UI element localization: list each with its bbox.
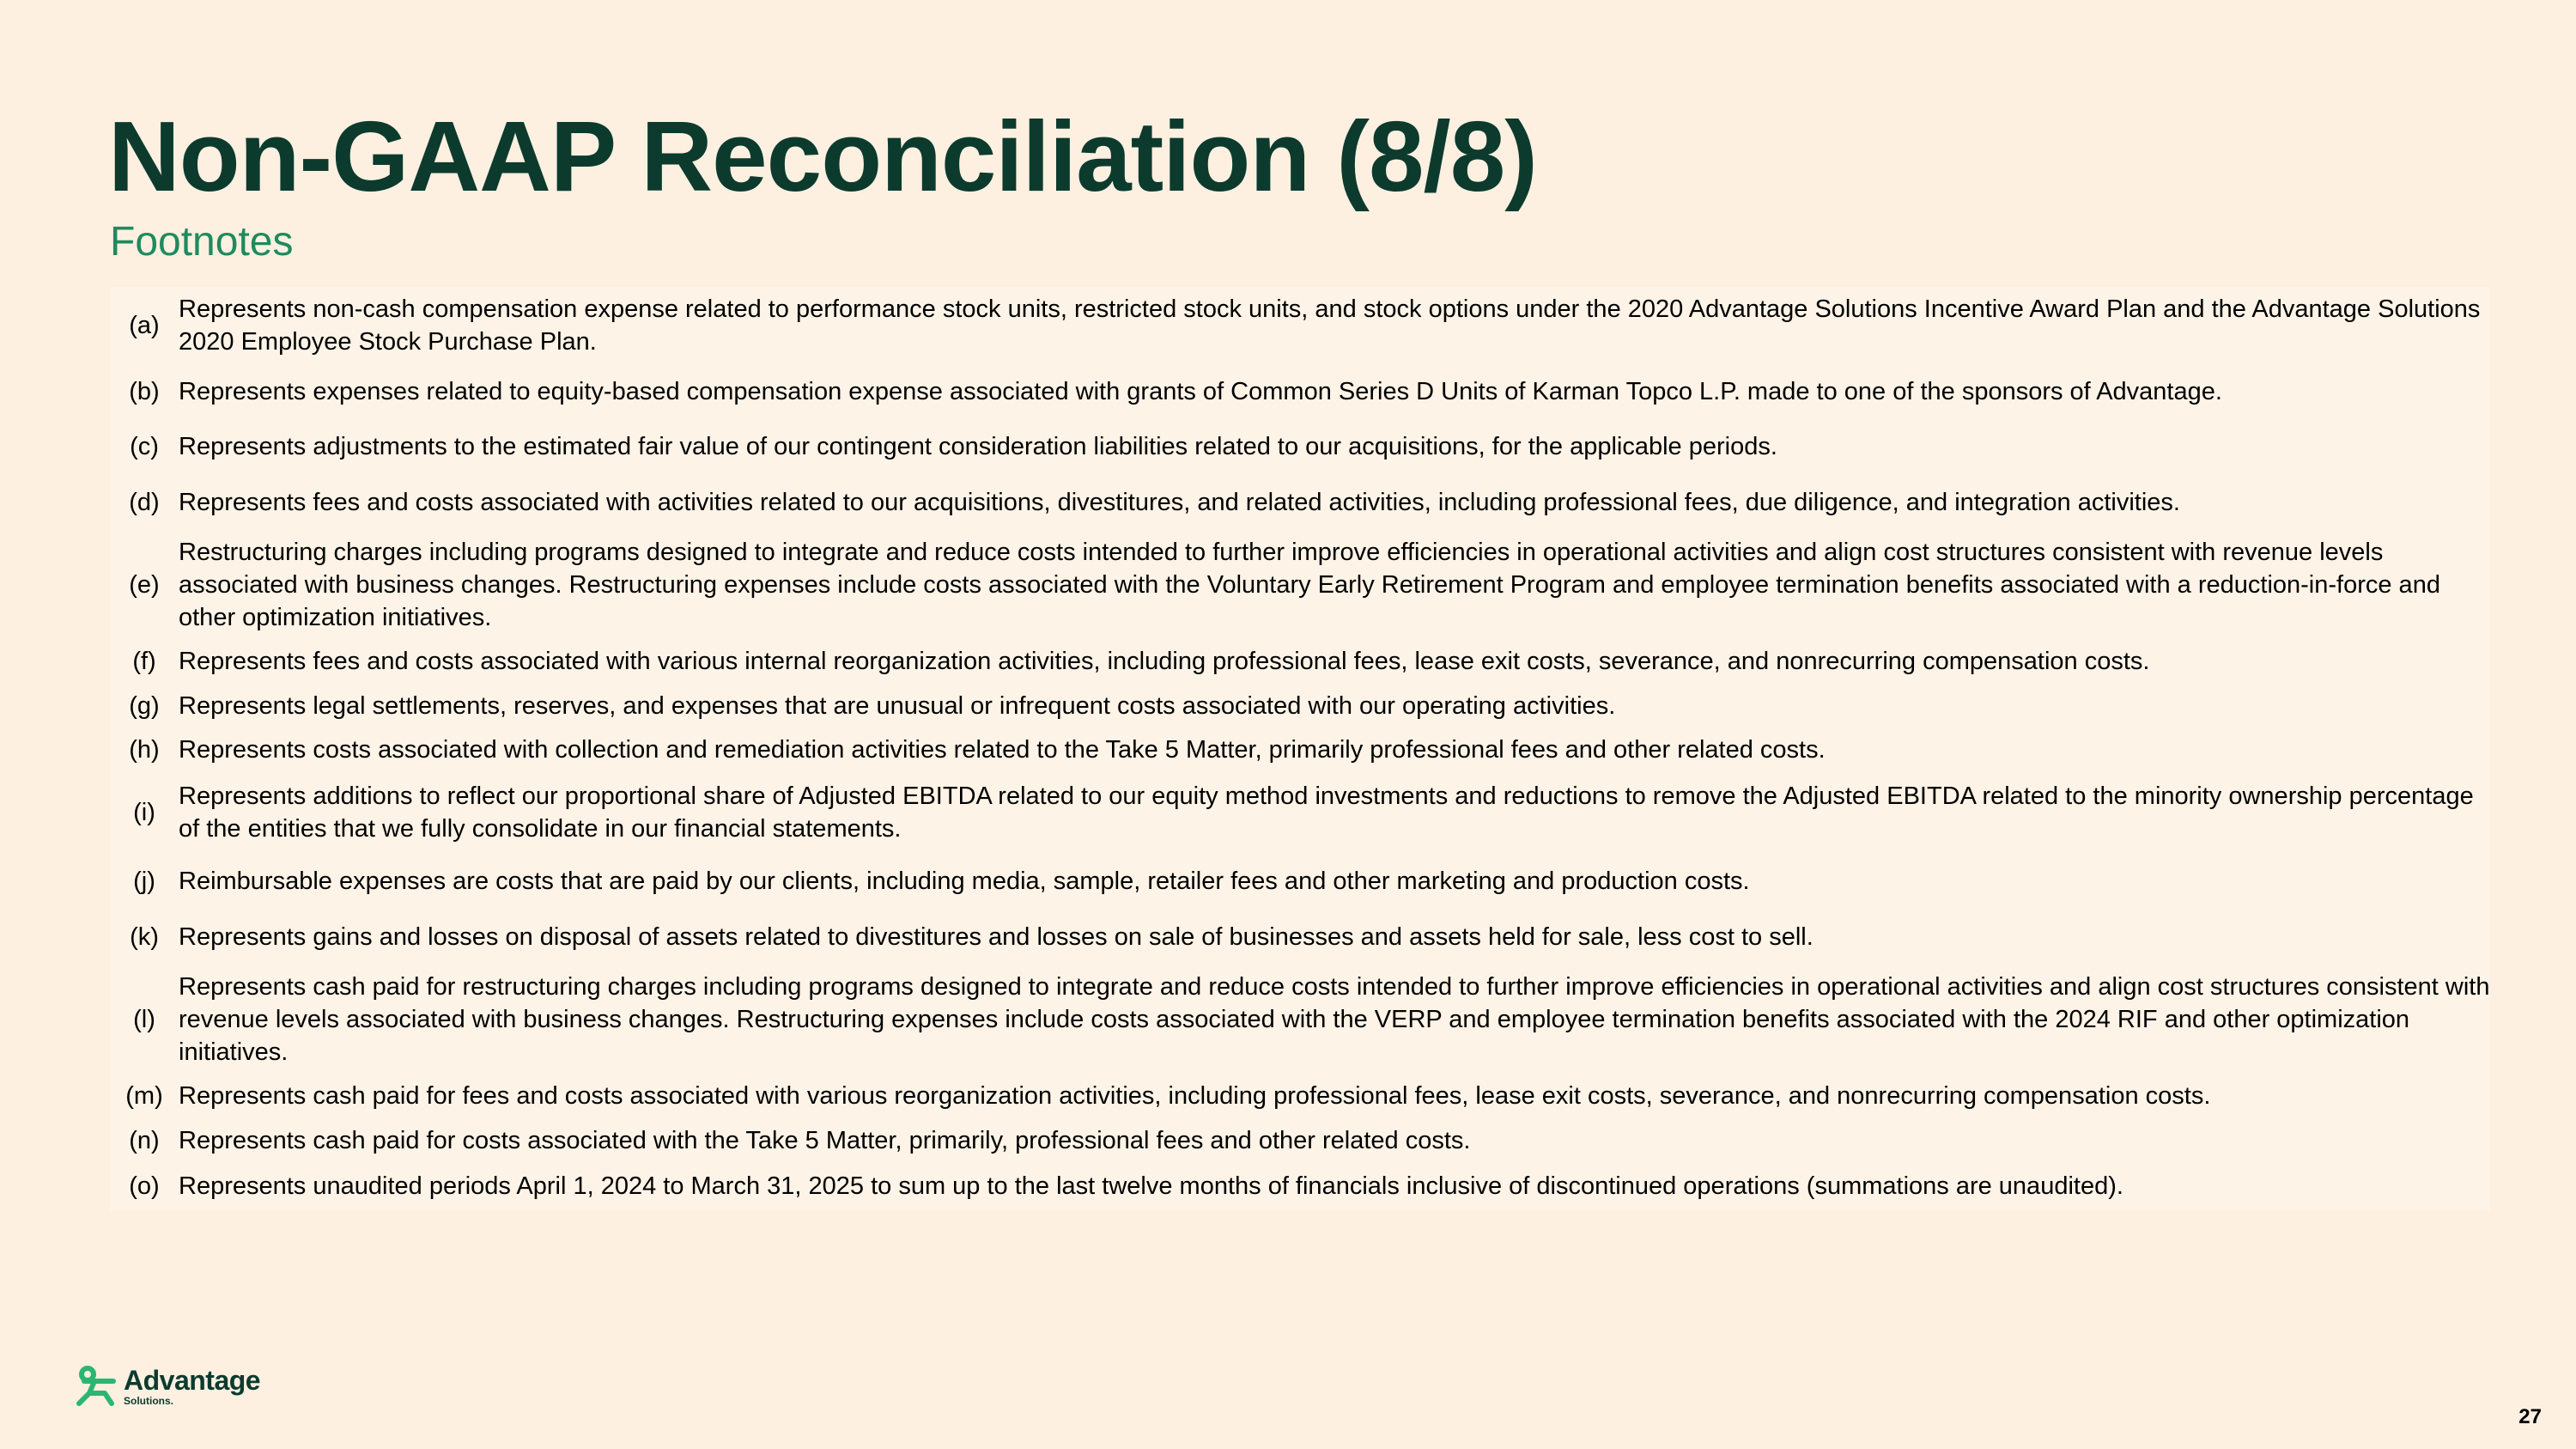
footnote-label: (h) [129, 735, 160, 764]
logo-name: Advantage [124, 1365, 261, 1396]
footnote-label: (o) [129, 1172, 160, 1200]
logo-wordmark [124, 1367, 260, 1406]
footnote-item [110, 854, 2490, 909]
footnote-text: Represents costs associated with collection and remediation activities related to the Take 5 Matter, primarily professional fees and other related costs. [179, 735, 1826, 764]
footnote-text: Represents cash paid for restructuring charges including programs designed to integrate and reduce costs intended to further improve efficiencies in operational activities and align cost structures consistent with revenue levels associated with business changes. Restructuring expenses include costs associated with the VERP and employee termination benefits associated with the 2024 RIF and other optimization initiatives. [179, 973, 2490, 1066]
footnote-item [110, 909, 2490, 965]
footnotes-list [110, 287, 2490, 1210]
page-number: 27 [2518, 1405, 2542, 1428]
page-subtitle: Footnotes [110, 219, 294, 265]
footnote-item [110, 771, 2490, 854]
footnote-text: Represents fees and costs associated with activities related to our acquisitions, divestitures, and related activities, including professional fees, due diligence, and integration activities. [179, 489, 2180, 516]
page-title: Non-GAAP Reconciliation (8/8) [108, 100, 1537, 212]
footnote-text: Represents fees and costs associated with various internal reorganization activities, including professional fees, lease exit costs, severance, and nonrecurring compensation costs. [179, 648, 2150, 675]
footnote-item [110, 728, 2490, 771]
footnote-item [110, 474, 2490, 531]
footnote-text: Represents additions to reflect our proportional share of Adjusted EBITDA related to our equity method investments and reductions to remove the Adjusted EBITDA related to the minority ownership percentage of the entities that we fully consolidate in our financial statements. [179, 782, 2474, 843]
footnote-label: (j) [133, 868, 155, 895]
footnote-text: Represents adjustments to the estimated fair value of our contingent consideration liabilities related to our acquisitions, for the applicable periods. [179, 433, 1777, 460]
logo-sub: Solutions. [124, 1395, 173, 1407]
footnote-item [110, 1162, 2490, 1210]
footnote-text: Represents cash paid for fees and costs associated with various reorganization activities, including professional fees, lease exit costs, severance, and nonrecurring compensation costs. [179, 1082, 2211, 1110]
footnote-label: (d) [129, 489, 160, 516]
footnote-item [110, 1118, 2490, 1162]
footnote-item [110, 639, 2490, 684]
footnote-label: (f) [132, 648, 156, 675]
footnote-text: Represents non-cash compensation expense related to performance stock units, restricted stock units, and stock options under the 2020 Advantage Solutions Incentive Award Plan and the Advantage Solutions 2020 Employee Stock Purchase Plan. [179, 295, 2481, 356]
advantage-solutions-logo [76, 1364, 260, 1409]
footnote-item [110, 1074, 2490, 1118]
footnote-item [110, 531, 2490, 639]
footnote-text: Represents unaudited periods April 1, 2024 to March 31, 2025 to sum up to the last twelve months of financials inclusive of discontinued operations (summations are unaudited). [179, 1172, 2123, 1200]
footnote-item [110, 965, 2490, 1074]
footnote-item [110, 419, 2490, 474]
footnote-label: (e) [129, 571, 160, 599]
footnote-text: Restructuring charges including programs designed to integrate and reduce costs intended to further improve efficiencies in operational activities and align cost structures consistent with revenue levels associated with business changes. Restructuring expenses include costs associated with the Voluntary Early Retirement Program and employee termination benefits associated with a reduction-in-force and other optimization initiatives. [179, 539, 2440, 631]
footnote-label: (m) [125, 1082, 163, 1110]
advantage-figure-icon [76, 1364, 120, 1409]
footnote-label: (l) [133, 1006, 155, 1033]
footnote-text: Represents cash paid for costs associated with the Take 5 Matter, primarily, professional fees and other related costs. [179, 1126, 1471, 1154]
footnote-text: Reimbursable expenses are costs that are paid by our clients, including media, sample, retailer fees and other marketing and production costs. [179, 868, 1750, 895]
footnote-item [110, 684, 2490, 728]
footnote-label: (n) [129, 1126, 160, 1154]
footnote-text: Represents legal settlements, reserves, and expenses that are unusual or infrequent costs associated with our operating activities. [179, 691, 1616, 720]
footnote-item [110, 287, 2490, 364]
footnote-item [110, 364, 2490, 419]
footnote-text: Represents expenses related to equity-based compensation expense associated with grants of Common Series D Units of Karman Topco L.P. made to one of the sponsors of Advantage. [179, 378, 2222, 405]
footnote-label: (k) [130, 923, 159, 951]
footnote-label: (c) [130, 433, 159, 460]
footnote-label: (i) [133, 799, 155, 826]
footnote-label: (g) [129, 691, 160, 720]
footnote-label: (b) [129, 378, 160, 405]
footnote-label: (a) [129, 312, 160, 339]
footnote-text: Represents gains and losses on disposal of assets related to divestitures and losses on sale of businesses and assets held for sale, less cost to sell. [179, 923, 1814, 951]
